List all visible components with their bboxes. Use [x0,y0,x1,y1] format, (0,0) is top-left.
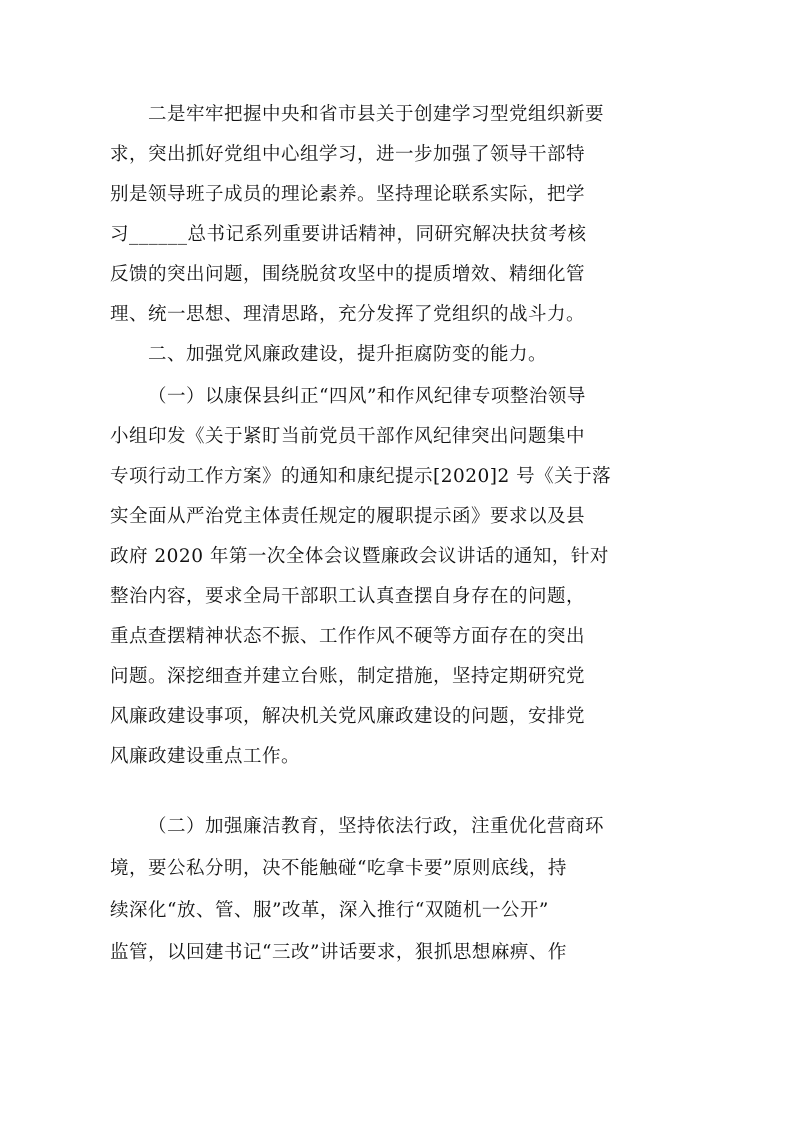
paragraph-1-line-5: 反馈的突出问题，围绕脱贫攻坚中的提质增效、精细化管 [110,264,586,285]
paragraph-1-line-4: 习______总书记系列重要讲话精神，同研究解决扶贫考核 [110,224,587,245]
paragraph-1-line-3: 别是领导班子成员的理论素养。坚持理论联系实际，把学 [110,184,586,205]
paragraph-3-line-2: 境，要公私分明，决不能触碰“吃拿卡要”原则底线，持 [110,858,567,879]
paragraph-2-line-10: 风廉政建设重点工作。 [110,746,301,767]
paragraph-2-line-1: （一）以康保县纠正“四风”和作风纪律专项整治领导 [148,386,586,407]
paragraph-3-line-3: 续深化“放、管、服”改革，深入推行“双随机一公开” [110,900,549,921]
paragraph-2-line-9: 风廉政建设事项，解决机关党风廉政建设的问题，安排党 [110,706,586,727]
paragraph-3-line-4: 监管，以回建书记“三改”讲话要求，狠抓思想麻痹、作 [110,942,567,963]
paragraph-2-line-3: 专项行动工作方案》的通知和康纪提示[2020]2 号《关于落 [110,466,612,487]
paragraph-1-line-2: 求，突出抓好党组中心组学习，进一步加强了领导干部特 [110,144,586,165]
paragraph-2-line-7: 重点查摆精神状态不振、工作作风不硬等方面存在的突出 [110,626,586,647]
paragraph-2-line-2: 小组印发《关于紧盯当前党员干部作风纪律突出问题集中 [110,426,586,447]
paragraph-2-line-8: 问题。深挖细查并建立台账，制定措施，坚持定期研究党 [110,666,586,687]
paragraph-2-line-6: 整治内容，要求全局干部职工认真查摆自身存在的问题， [110,586,586,607]
paragraph-2-line-5: 政府 2020 年第一次全体会议暨廉政会议讲话的通知，针对 [110,546,609,567]
section-heading: 二、加强党风廉政建设，提升拒腐防变的能力。 [148,344,548,365]
paragraph-3-line-1: （二）加强廉洁教育，坚持依法行政，注重优化营商环 [148,816,605,837]
paragraph-1-line-1: 二是牢牢把握中央和省市县关于创建学习型党组织新要 [148,104,605,125]
paragraph-1-line-6: 理、统一思想、理清思路，充分发挥了党组织的战斗力。 [110,304,586,325]
paragraph-2-line-4: 实全面从严治党主体责任规定的履职提示函》要求以及县 [110,506,586,527]
